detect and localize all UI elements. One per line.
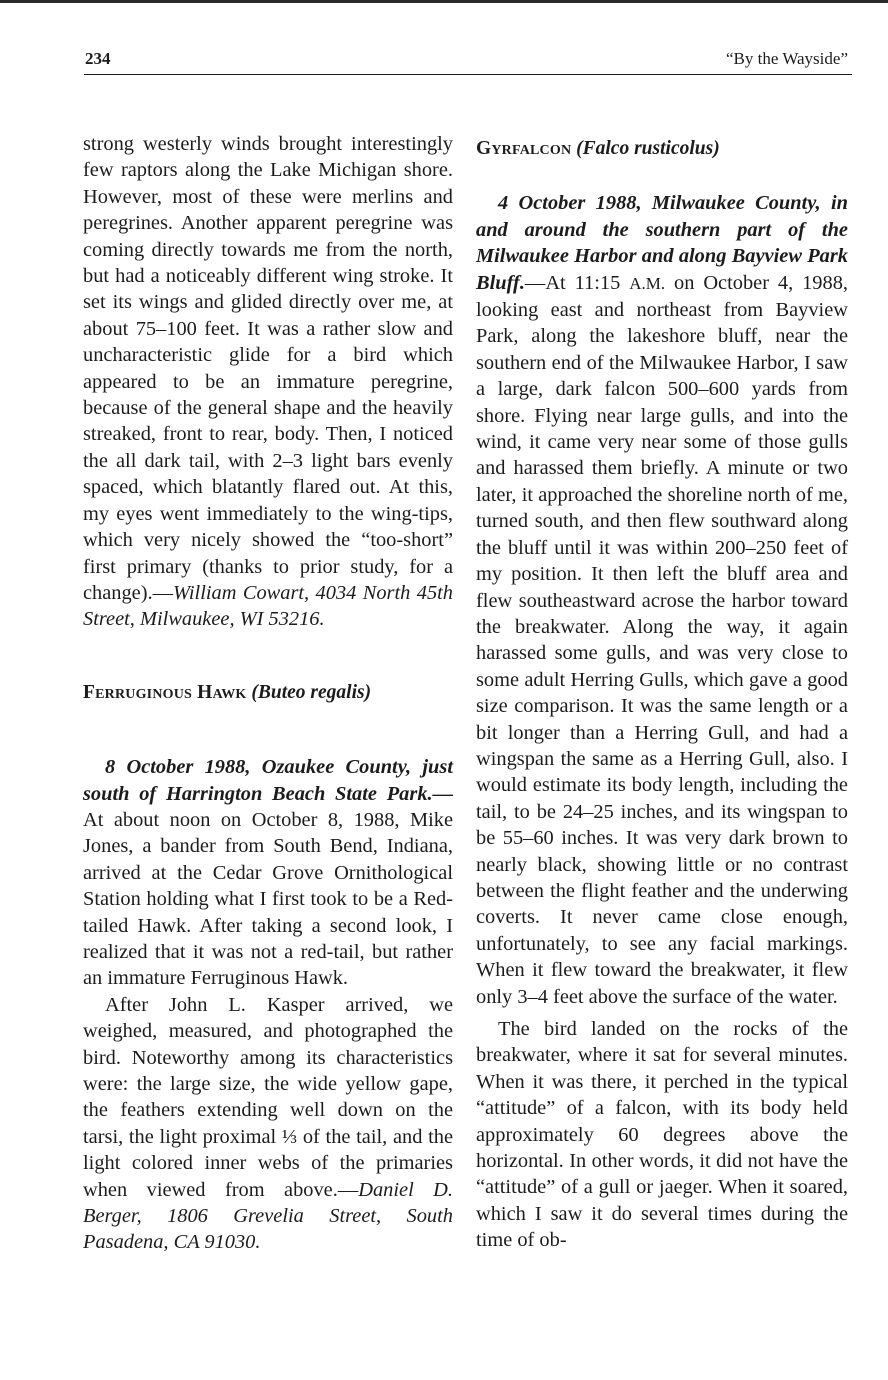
record-text: At about noon on October 8, 1988, Mike Jones, a bander from South Bend, Indiana, arrived at the Cedar Grove Ornithological Station holding what I first took to be a Red-tailed Hawk. After taking a second look, I realized that it was not a red-tail, but rather an immature Ferruginous Hawk.	[83, 808, 453, 990]
section-common-name: Gyrfalcon	[476, 138, 572, 159]
record-text: on October 4, 1988, looking east and northeast from Bayview Park, along the lakeshore bluff, near the southern end of the Milwaukee Harbor, I saw a large, dark falcon 500–600 yards from shore. Flying near large gulls, and into the wind, it came very near some of those gulls and harassed them briefly. A minute or two later, it approached the shoreline north of me, turned south, and then flew southward along the bluff until it was within 200–250 feet of my position. It then left the bluff area and flew southeastward acrose the harbor toward the breakwater. Along the way, it again harassed some gulls, and was very close to some adult Herring Gulls, which gave a good size comparison. It was the same length or a bit longer than a Herring Gull, and had a wingspan the same as a Herring Gull, also. I would estimate its body length, including the tail, to be 24–25 inches, and its wingspan to be 55–60 inches. It was very dark brown to nearly black, showing little or no contrast between the flight feather and the underwing coverts. It never came close enough, unfortunately, to see any facial markings. When it flew toward the breakwater, it flew only 3–4 feet above the surface of the water.	[476, 271, 848, 1008]
continuation-text: strong westerly winds brought interestingly few raptors along the Lake Michigan shore. However, most of these were merlins and peregrines. Another apparent peregrine was coming directly towards me from the north, but had a noticeably different wing stroke. It set its wings and glided directly over me, at about 75–100 feet. It was a rather slow and uncharacteristic glide for a bird which appeared to be an immature peregrine, because of the general shape and the heavily streaked, front to rear, body. Then, I noticed the all dark tail, with 2–3 light bars evenly spaced, which blatantly flared out. At this, my eyes went immediately to the wing-tips, which very nicely showed the “too-short” first primary (thanks to prior study, for a change).—	[83, 133, 453, 604]
page-number: 234	[85, 49, 111, 68]
ferruginous-second-paragraph	[83, 992, 453, 1256]
time-marker: A.M.	[629, 273, 666, 293]
section-heading-gyrfalcon	[476, 136, 848, 162]
paragraph-text: After John L. Kasper arrived, we weighed, measured, and photographed the bird. Noteworthy among its characteristics were: the large size, the wide yellow gape, the feathers extending well down on the tarsi, the light proximal ⅓ of the tail, and the light colored inner webs of the primaries when viewed from above.—	[83, 993, 453, 1201]
paragraph-text: The bird landed on the rocks of the breakwater, where it sat for several minutes. When it was there, it perched in the typical “attitude” of a falcon, with its body held approximately 60 degrees above the horizontal. In other words, it did not have the “attitude” of a gull or jaeger. When it soared, which I saw it do several times during the time of ob-	[476, 1018, 848, 1252]
header-rule	[84, 74, 852, 75]
record-heading: 4 October 1988, Milwaukee County, in and around the southern part of the Milwaukee Harbor and along Bayview Park Bluff.	[476, 192, 848, 294]
continuation-paragraph	[83, 131, 453, 633]
running-title: “By the Wayside”	[725, 49, 848, 68]
page-top-border	[0, 0, 888, 3]
section-heading-ferruginous-hawk	[83, 680, 453, 706]
section-common-name: Ferruginous Hawk	[83, 681, 247, 703]
ferruginous-record-paragraph	[83, 754, 453, 992]
record-text-start: —At 11:15	[524, 271, 630, 294]
paragraph-signature: Daniel D. Berger, 1806 Grevelia Street, South Pasadena, CA 91030.	[83, 1178, 454, 1254]
gyrfalcon-record-paragraph	[476, 190, 848, 1010]
section-latin-name: (Falco rusticolus)	[576, 138, 720, 159]
section-latin-name: (Buteo regalis)	[251, 681, 372, 703]
left-column	[83, 131, 453, 1256]
continuation-signature: William Cowart, 4034 North 45th Street, Milwaukee, WI 53216.	[83, 581, 453, 631]
record-heading: 8 October 1988, Ozaukee County, just south of Harrington Beach State Park.—	[83, 756, 453, 805]
gyrfalcon-second-paragraph	[476, 1016, 848, 1254]
right-column	[476, 131, 848, 1254]
